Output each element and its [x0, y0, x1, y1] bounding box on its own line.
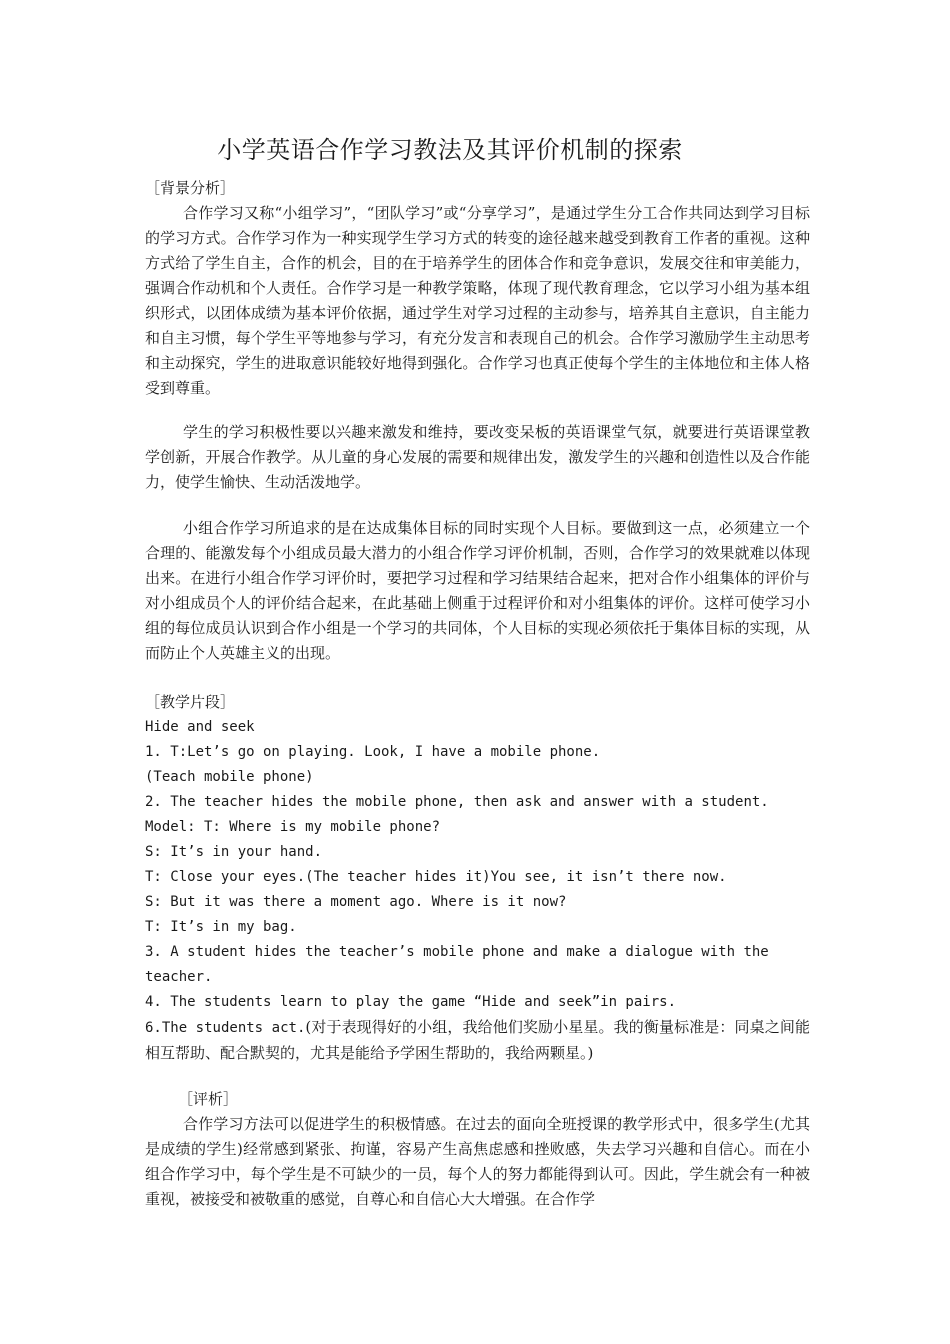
background-paragraph-1: 合作学习又称“小组学习”，“团队学习”或“分享学习”，是通过学生分工合作共同达到学习目标的学习方式。合作学习作为一种实现学生学习方式的转变的途径越来越受到教育工作者的重视。这种方式给了学生自主，合作的机会，目的在于培养学生的团体合作和竞争意识，发展交往和审美能力，强调合作动机和个人责任。合作学习是一种教学策略，体现了现代教育理念，它以学习小组为基本组织形式，以团体成绩为基本评价依据，通过学生对学习过程的主动参与，培养其自主意识，自主能力和自主习惯，每个学生平等地参与学习，有充分发言和表现自己的机会。合作学习激励学生主动思考和主动探究，学生的进取意识能较好地得到强化。合作学习也真正使每个学生的主体地位和主体人格受到尊重。 — [145, 204, 810, 397]
analysis-heading: ［评析］ — [178, 1090, 239, 1108]
teaching-item-6 — [145, 1015, 810, 1066]
dialogue-line-5: T: It’s in my bag. — [145, 919, 297, 935]
background-heading: ［背景分析］ — [145, 179, 236, 197]
teaching-line-2: 2. The teacher hides the mobile phone, then ask and answer with a student. — [145, 794, 769, 810]
teaching-item-6-prefix: 6.The students act. — [145, 1020, 306, 1036]
teaching-line-3-cont: teacher. — [145, 969, 213, 985]
teaching-heading: ［教学片段］ — [145, 693, 236, 711]
analysis-paragraph: 合作学习方法可以促进学生的积极情感。在过去的面向全班授课的教学形式中，很多学生(尤其是成绩的学生)经常感到紧张、拘谨，容易产生高焦虑感和挫败感，失去学习兴趣和自信心。而在小组合作学习中，每个学生是不可缺少的一员，每个人的努力都能得到认可。因此，学生就会有一种被重视，被接受和被敬重的感觉，自尊心和自信心大大增强。在合作学 — [145, 1115, 810, 1208]
teaching-line-1: 1. T:Let’s go on playing. Look, I have a mobile phone. — [145, 744, 601, 760]
background-paragraph-3: 小组合作学习所追求的是在达成集体目标的同时实现个人目标。要做到这一点，必须建立一个合理的、能激发每个小组成员最大潜力的小组合作学习评价机制，否则，合作学习的效果就难以体现出来。在进行小组合作学习评价时，要把学习过程和学习结果结合起来，把对合作小组集体的评价与对小组成员个人的评价结合起来，在此基础上侧重于过程评价和对小组集体的评价。这样可使学习小组的每位成员认识到合作小组是一个学习的共同体，个人目标的实现必须依托于集体目标的实现，从而防止个人英雄主义的出现。 — [145, 519, 810, 662]
background-paragraph-2: 学生的学习积极性要以兴趣来激发和维持，要改变呆板的英语课堂气氛，就要进行英语课堂教学创新，开展合作教学。从儿童的身心发展的需要和规律出发，激发学生的兴趣和创造性以及合作能力，使学生愉快、生动活泼地学。 — [145, 423, 810, 491]
document-title: 小学英语合作学习教法及其评价机制的探索 — [217, 136, 683, 164]
dialogue-line-4: S: But it was there a moment ago. Where is it now? — [145, 894, 567, 910]
dialogue-line-2: S: It’s in your hand. — [145, 844, 323, 860]
teaching-line-title: Hide and seek — [145, 719, 255, 735]
dialogue-line-1: Model: T: Where is my mobile phone? — [145, 819, 441, 835]
teaching-line-3: 3. A student hides the teacher’s mobile phone and make a dialogue with the — [145, 944, 769, 960]
teaching-line-1-note: (Teach mobile phone) — [145, 769, 314, 785]
teaching-line-4: 4. The students learn to play the game “Hide and seek”in pairs. — [145, 994, 677, 1010]
dialogue-line-3: T: Close your eyes.(The teacher hides it)You see, it isn’t there now. — [145, 869, 727, 885]
teaching-item-6-text: (对于表现得好的小组，我给他们奖励小星星。我的衡量标准是：同桌之间能相互帮助、配合默契的，尤其是能给予学困生帮助的，我给两颗星。) — [145, 1018, 810, 1062]
